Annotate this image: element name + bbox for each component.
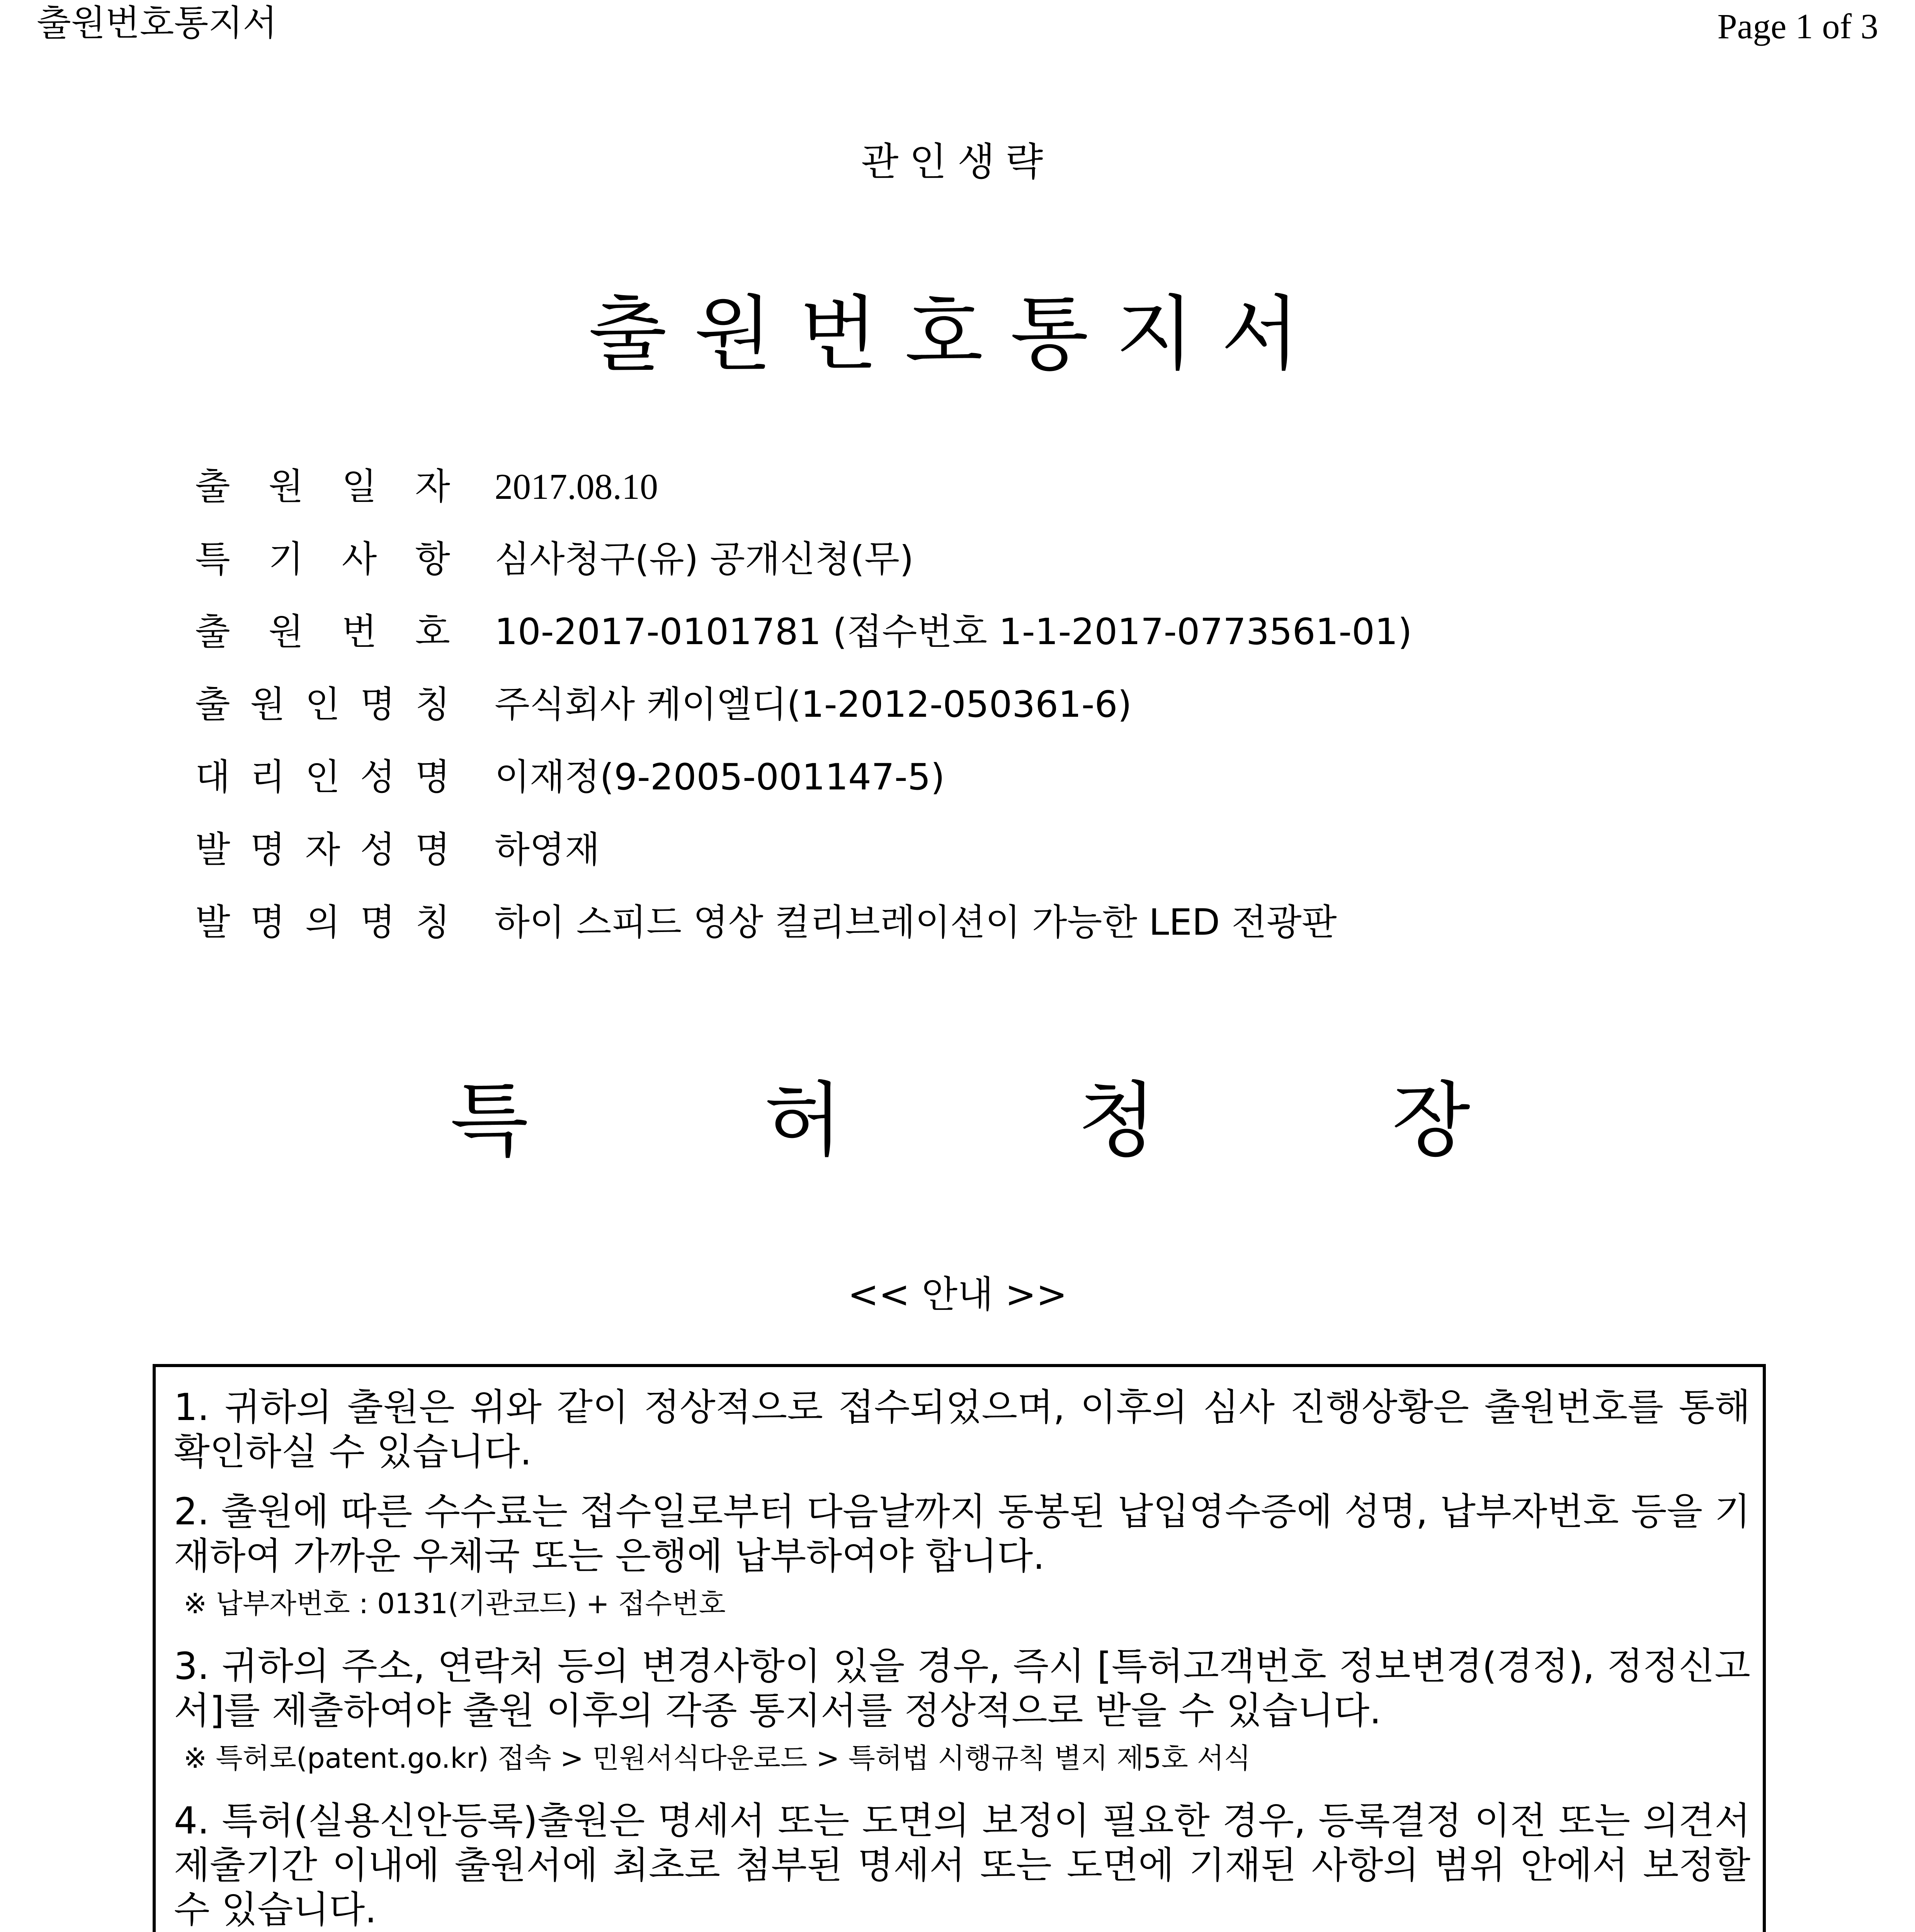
info-label: 발 명 자 성 명 [195, 829, 450, 871]
seal-omitted-label: 관인생략 [861, 139, 1054, 184]
info-value: 하영재 [495, 829, 600, 871]
notice-heading: << 안내 >> [847, 1273, 1068, 1316]
info-label: 특 기 사 항 [195, 538, 450, 580]
notice-item-3: 3. 귀하의 주소, 연락처 등의 변경사항이 있을 경우, 즉시 [특허고객번호 정보변경(경정), 정정신고서]를 제출하여야 출원 이후의 각종 통지서를 정상적으로 받을 수 있습니다. [174, 1645, 1750, 1732]
info-label: 출 원 인 명 칭 [195, 684, 450, 726]
notice-item-4: 4. 특허(실용신안등록)출원은 명세서 또는 도면의 보정이 필요한 경우, 등록결정 이전 또는 의견서 제출기간 이내에 출원서에 최초로 첨부된 명세서 또는 도면에 기재된 사항의 범위 안에서 보정할 수 있습니다. [174, 1799, 1750, 1931]
office-signature: 특 허 청 장 [450, 1073, 1470, 1168]
notice-item-2: 2. 출원에 따른 수수료는 접수일로부터 다음날까지 동봉된 납입영수증에 성명, 납부자번호 등을 기재하여 가까운 우체국 또는 은행에 납부하여야 합니다. [174, 1490, 1750, 1578]
notice-item-1: 1. 귀하의 출원은 위와 같이 정상적으로 접수되었으며, 이후의 심사 진행상황은 출원번호를 통해 확인하실 수 있습니다. [174, 1386, 1750, 1473]
info-label: 대 리 인 성 명 [195, 756, 450, 798]
page-number: Page 1 of 3 [1717, 7, 1878, 46]
header-doc-title: 출원번호통지서 [37, 2, 277, 44]
info-label: 발 명 의 명 칭 [195, 901, 450, 944]
info-value: 10-2017-0101781 (접수번호 1-1-2017-0773561-01) [495, 611, 1412, 653]
document-title: 출원번호통지서 [588, 287, 1327, 381]
info-label: 출 원 번 호 [195, 611, 450, 653]
info-value: 주식회사 케이엘디(1-2012-050361-6) [495, 684, 1132, 726]
notice-note-2: ※ 납부자번호 : 0131(기관코드) + 접수번호 [184, 1587, 726, 1620]
info-value: 심사청구(유) 공개신청(무) [495, 538, 914, 580]
notice-note-3: ※ 특허로(patent.go.kr) 접속 > 민원서식다운로드 > 특허법 시행규칙 별지 제5호 서식 [184, 1742, 1251, 1774]
info-label: 출 원 일 자 [195, 466, 450, 508]
info-value: 이재정(9-2005-001147-5) [495, 756, 945, 798]
info-value: 하이 스피드 영상 컬리브레이션이 가능한 LED 전광판 [495, 901, 1337, 944]
info-value: 2017.08.10 [495, 467, 658, 507]
